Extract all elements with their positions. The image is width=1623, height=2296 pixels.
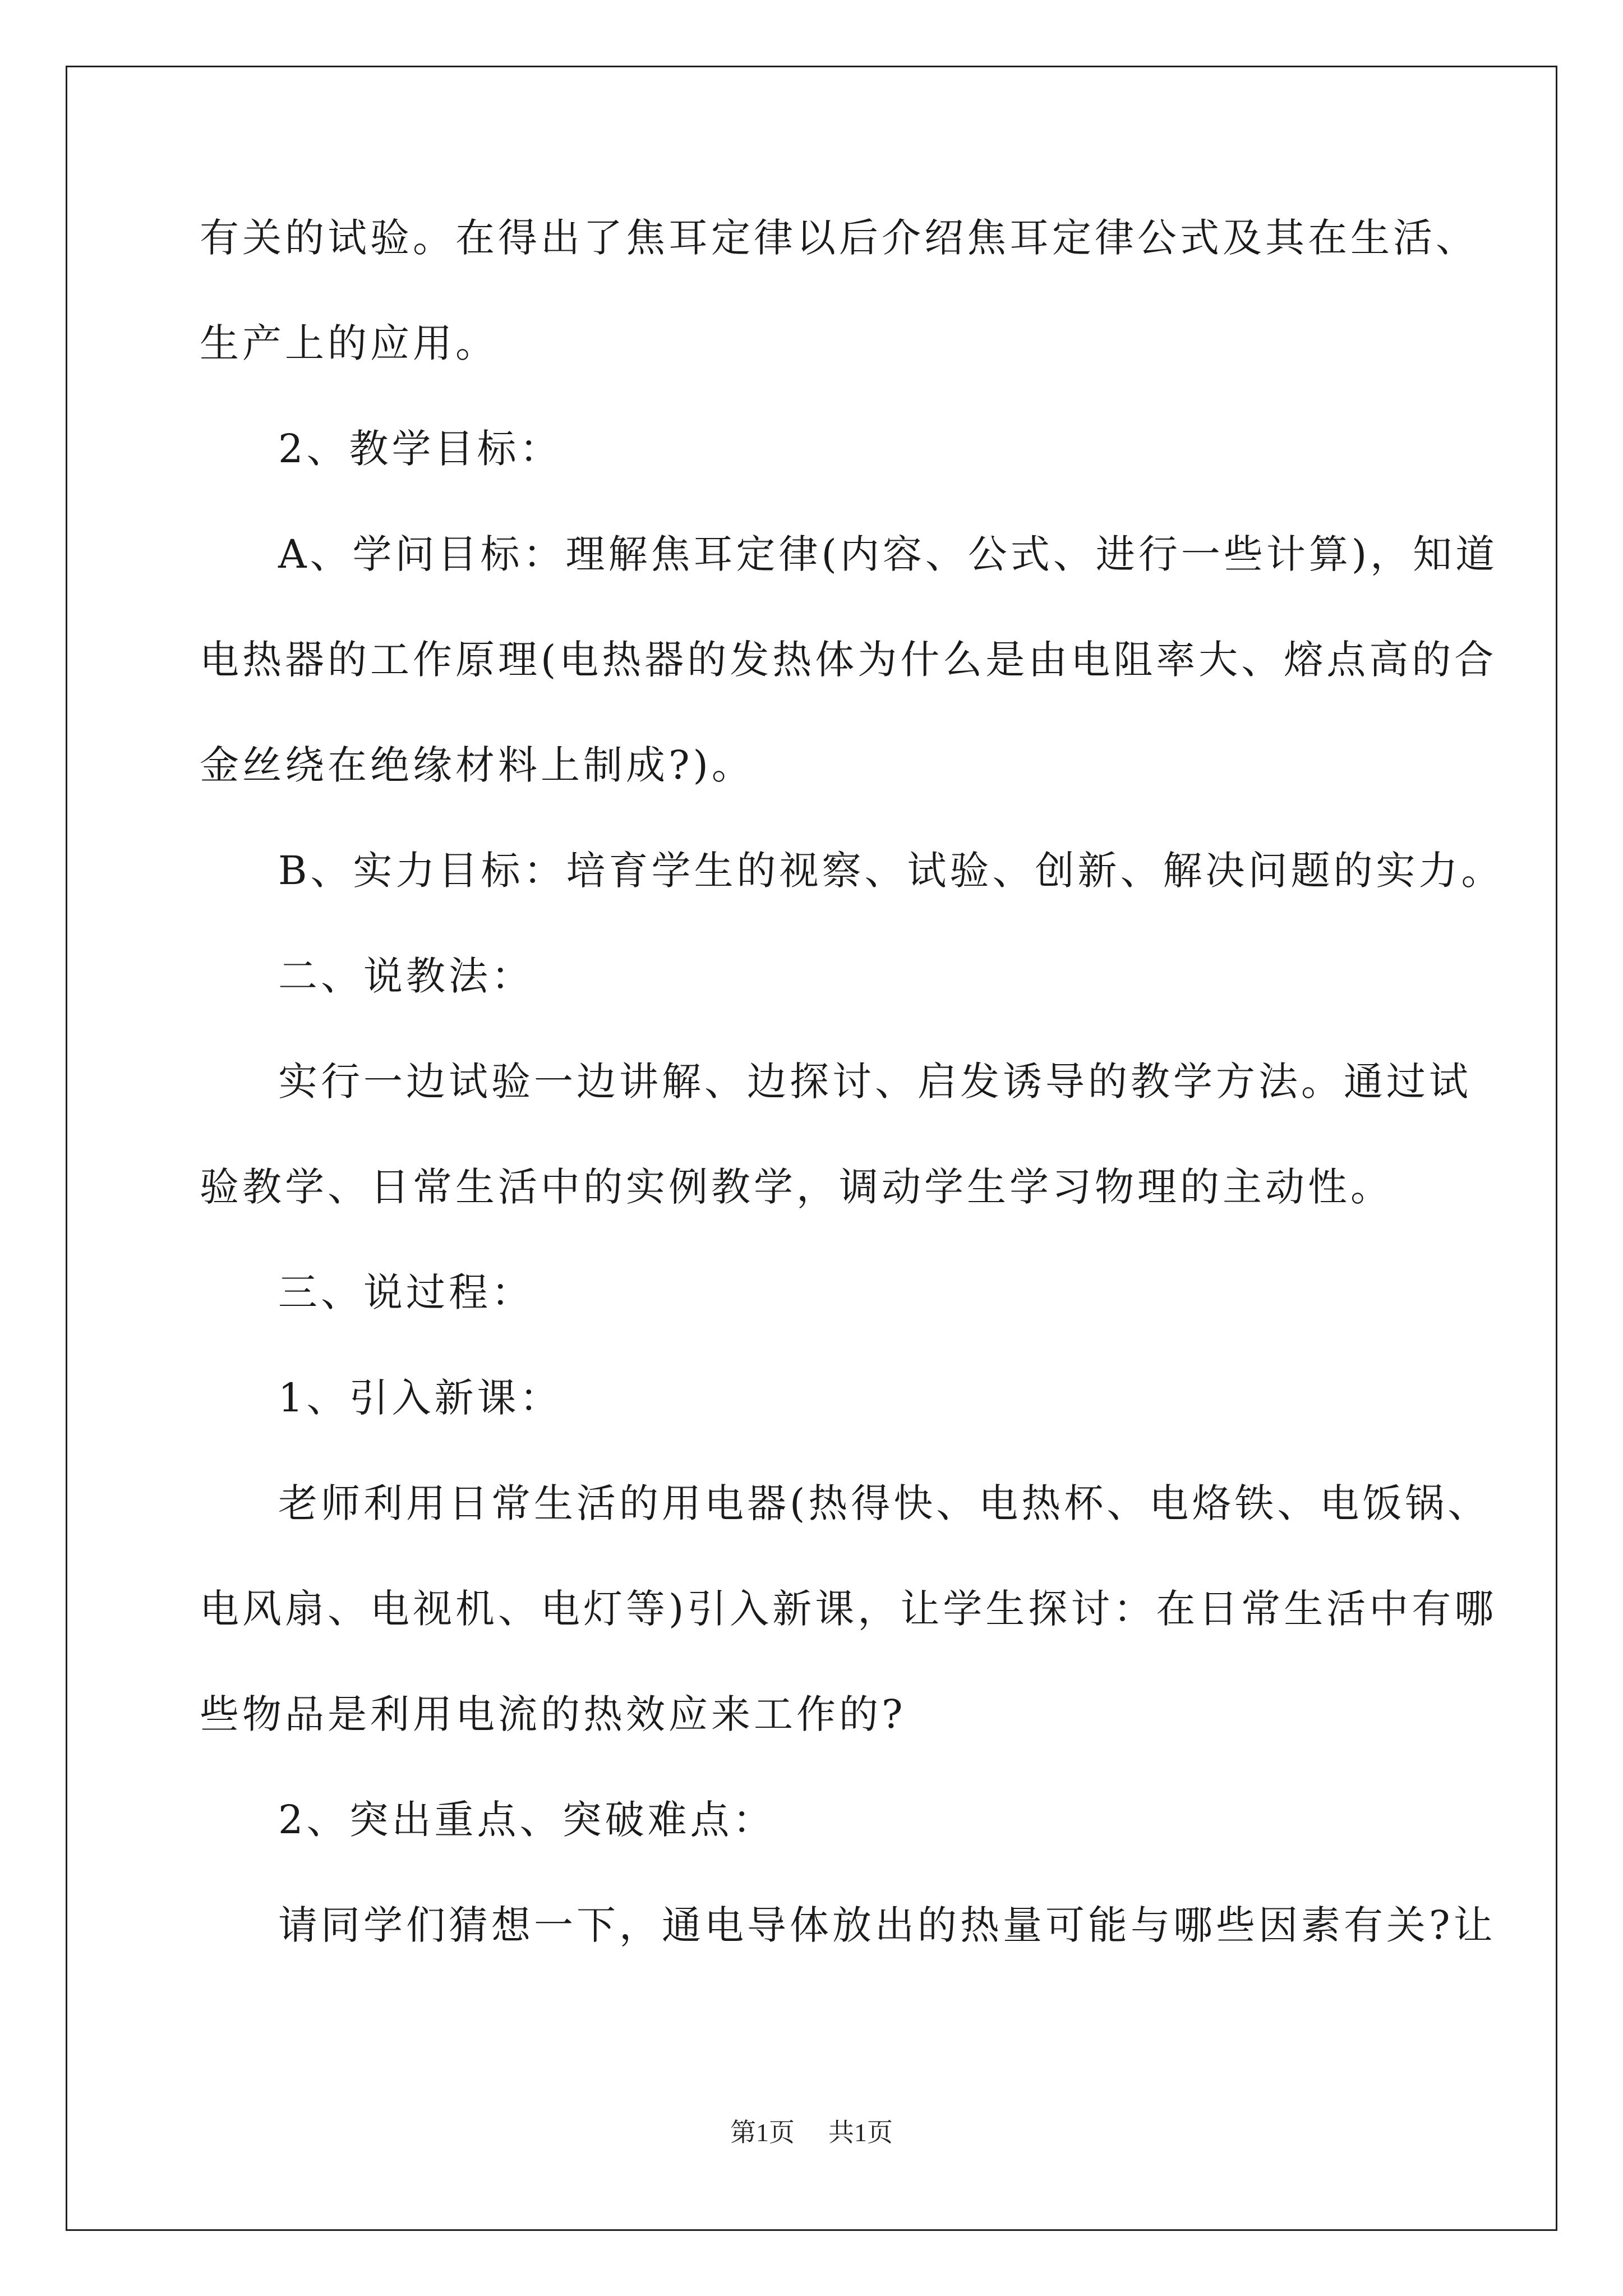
section-heading: 2、教学目标： xyxy=(278,426,562,472)
page-number: 第1页 xyxy=(730,2118,795,2147)
section-heading: 三、说过程： xyxy=(278,1269,534,1315)
section-heading: 二、说教法： xyxy=(278,953,534,999)
text-line: 金丝绕在绝缘材料上制成?)。 xyxy=(200,742,754,788)
page-total: 共1页 xyxy=(828,2118,893,2147)
text-line: 生产上的应用。 xyxy=(200,320,498,366)
text-line: 请同学们猜想一下，通电导体放出的热量可能与哪些因素有关?让 xyxy=(278,1902,1496,1948)
text-line: 电风扇、电视机、电灯等)引入新课，让学生探讨：在日常生活中有哪 xyxy=(200,1586,1497,1632)
section-heading: 1、引入新课： xyxy=(278,1375,562,1421)
section-heading: 2、突出重点、突破难点： xyxy=(278,1797,776,1843)
text-line: 些物品是利用电流的热效应来工作的? xyxy=(200,1691,906,1737)
text-line: B、实力目标：培育学生的视察、试验、创新、解决问题的实力。 xyxy=(278,848,1504,894)
text-line: 老师利用日常生活的用电器(热得快、电热杯、电烙铁、电饭锅、 xyxy=(278,1480,1491,1526)
text-line: A、学问目标：理解焦耳定律(内容、公式、进行一些计算)，知道 xyxy=(278,531,1498,577)
document-body xyxy=(200,185,1504,1978)
text-line: 实行一边试验一边讲解、边探讨、启发诱导的教学方法。通过试 xyxy=(278,1059,1472,1105)
text-line: 有关的试验。在得出了焦耳定律以后介绍焦耳定律公式及其在生活、 xyxy=(200,215,1478,261)
page-footer xyxy=(0,2112,1623,2149)
text-line: 验教学、日常生活中的实例教学，调动学生学习物理的主动性。 xyxy=(200,1164,1393,1210)
text-line: 电热器的工作原理(电热器的发热体为什么是由电阻率大、熔点高的合 xyxy=(200,637,1497,683)
